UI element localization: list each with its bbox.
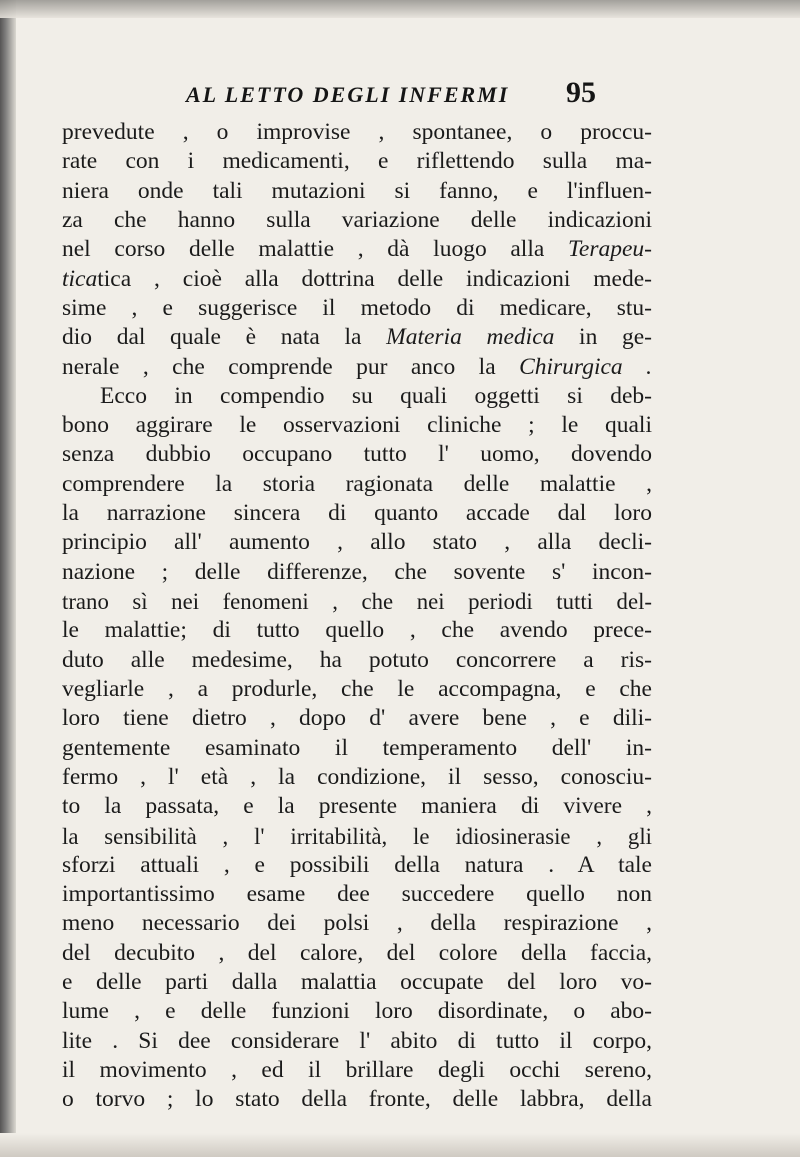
body-text (62, 118, 652, 1115)
text-line: prevedute , o improvise , spontanee, o proccu- (62, 119, 652, 145)
italic-term: Terapeu- (568, 236, 652, 263)
text-line: comprendere la storia ragionata delle malattie , (62, 470, 652, 497)
page-shadow-bottom (0, 1133, 800, 1157)
page-header (186, 76, 666, 112)
text-line: principio all' aumento , allo stato , alla decli- (62, 529, 652, 556)
text-line: nazione ; delle differenze, che sovente s' incon- (62, 558, 652, 585)
text-line: loro tiene dietro , dopo d' avere bene , e dili- (62, 705, 652, 732)
text-line: meno necessario dei polsi , della respirazione , (62, 910, 652, 937)
italic-term: tica (62, 265, 98, 292)
text-line: fermo , l' età , la condizione, il sesso, conosciu- (62, 763, 652, 790)
text-fragment: nel corso delle malattie , dà luogo alla (62, 236, 568, 263)
text-line: la sensibilità , l' irritabilità, le idiosinerasie , gli (62, 823, 652, 849)
running-head: AL LETTO DEGLI INFERMI (186, 82, 510, 107)
text-line (62, 323, 652, 352)
italic-term: Materia medica (386, 324, 555, 351)
text-line: lume , e delle funzioni loro disordinate, o abo- (62, 998, 652, 1025)
text-line: rate con i medicamenti, e riflettendo sulla ma- (62, 148, 652, 175)
text-line: e delle parti dalla malattia occupate del loro vo- (62, 969, 652, 996)
text-line: niera onde tali mutazioni si fanno, e l'influen- (62, 177, 652, 204)
text-fragment: in ge- (554, 324, 652, 351)
text-fragment: dio dal quale è nata la (62, 324, 387, 351)
text-line: gentemente esaminato il temperamento dell' in- (62, 734, 652, 761)
text-line: senza dubbio occupano tutto l' uomo, dovendo (62, 441, 652, 468)
text-line: sime , e suggerisce il metodo di medicare, stu- (62, 294, 652, 321)
text-line: le malattie; di tutto quello , che avendo prece- (62, 617, 652, 644)
text-line: to la passata, e la presente maniera di vivere , (62, 793, 652, 820)
text-line: importantissimo esame dee succedere quello non (62, 881, 652, 908)
text-fragment: nerale , che comprende pur anco la (62, 353, 520, 380)
page-number: 95 (566, 76, 596, 109)
text-line: o torvo ; lo stato della fronte, delle labbra, della (62, 1086, 652, 1113)
text-line: duto alle medesime, ha potuto concorrere a ris- (62, 646, 652, 673)
text-line: vegliarle , a produrle, che le accompagna, e che (62, 675, 652, 702)
text-fragment: tica , cioè alla dottrina delle indicazioni mede- (97, 265, 652, 292)
text-line: il movimento , ed il brillare degli occhi sereno, (62, 1057, 652, 1083)
text-line: lite . Si dee considerare l' abito di tutto il corpo, (62, 1027, 652, 1054)
text-line: trano sì nei fenomeni , che nei periodi tutti del- (62, 589, 652, 614)
text-line (62, 235, 652, 264)
text-line: la narrazione sincera di quanto accade dal loro (62, 500, 652, 527)
text-line: sforzi attuali , e possibili della natura . A tale (62, 851, 652, 878)
text-line: za che hanno sulla variazione delle indicazioni (62, 206, 652, 233)
text-line (62, 353, 652, 382)
italic-term: Chirurgica . (519, 353, 652, 380)
page-shadow-left (0, 0, 16, 1157)
text-line: del decubito , del calore, del colore della faccia, (62, 939, 652, 966)
page-shadow-top (0, 0, 800, 18)
text-line: bono aggirare le osservazioni cliniche ; le quali (62, 412, 652, 439)
text-line (62, 265, 652, 294)
text-line: Ecco in compendio su quali oggetti si deb- (100, 382, 652, 409)
